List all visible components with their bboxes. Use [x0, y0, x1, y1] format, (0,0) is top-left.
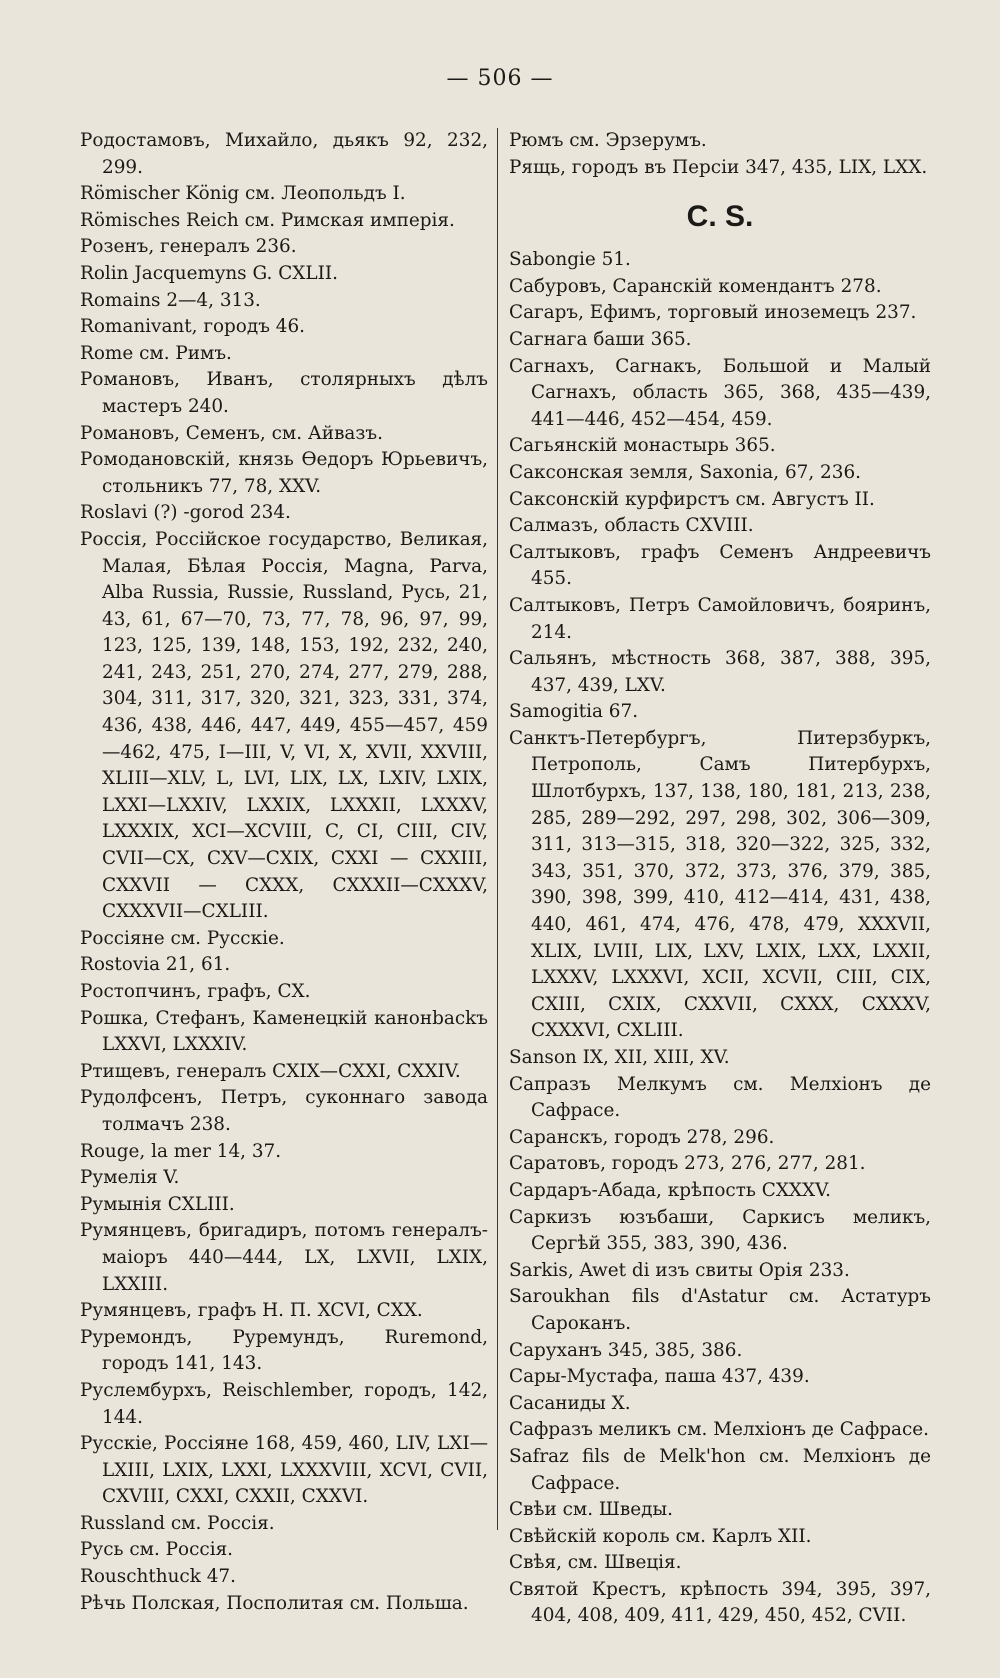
- index-entry: Сардаръ-Абада, крѣпость CXXXV.: [509, 1179, 832, 1201]
- index-entry: Sanson IX, XII, XIII, XV.: [509, 1047, 730, 1068]
- index-entry: Святой Крестъ, крѣпость 394, 395, 397, 404, 408, 409, 411, 429, 450, 452, CVII.: [509, 1578, 931, 1627]
- index-entry: Салтыковъ, графъ Семенъ Андреевичъ 455.: [509, 541, 931, 590]
- index-entry: Рюмъ см. Эрзерумъ.: [509, 130, 707, 151]
- index-entry: Romains 2—4, 313.: [80, 289, 261, 311]
- index-entry: Saroukhan fils d'Astatur см. Астатуръ Сароканъ.: [509, 1286, 931, 1334]
- index-entry: Россія, Россійское государство, Великая, Малая, Бѣлая Россія, Magna, Parva, Alba Russia, Russie, Russland, Русь, 21, 43, 61, 67—70, 73, 77, 78, 96, 97, 99, 123, 125, 139, 148, 153, 192, 232, 240, 241, 243, 251, 270, 274, 277, 279, 288, 304, 311, 317, 320, 321, 323, 331, 374, 436, 438, 446, 447, 449, 455—457, 459—462, 475, I—III, V, VI, X, XVII, XXVIII, XLIII—XLV, L, LVI, LIX, LX, LXIV, LXIX, LXXI—LXXIV, LXXIX, LXXXII, LXXXV, LXXXIX, XCI—XCVIII, C, CI, CIII, CIV, CVII—CX, CXV—CXIX, CXXI — CXXIII, CXXVII — CXXX, CXXXII—CXXXV, CXXXVII—CXLIII.: [80, 528, 488, 923]
- page-number: — 506 —: [446, 66, 554, 91]
- index-entry: Салмазъ, область CXVIII.: [509, 515, 754, 537]
- index-entry: Саркизъ юзъбаши, Саркисъ меликъ, Сергѣй 355, 383, 390, 436.: [509, 1206, 931, 1255]
- right-column-bottom: [509, 247, 931, 1630]
- index-entry: Санктъ-Петербургъ, Питерзбуркъ, Петрополь, Самъ Питербурхъ, Шлотбурхъ, 137, 138, 180, 181, 213, 238, 285, 289—292, 297, 298, 302, 306—309, 311, 313—315, 318, 320—322, 325, 332, 343, 351, 370, 372, 373, 376, 379, 385, 390, 398, 399, 410, 412—414, 431, 438, 440, 461, 474, 476, 478, 479, XXXVII, XLIX, LVIII, LIX, LXV, LXIX, LXX, LXXII, LXXXV, LXXXVI, XCII, XCVII, CIII, CIX, CXIII, CXIX, CXXVII, CXXX, CXXXV, CXXXVI, CXLIII.: [509, 727, 931, 1042]
- right-column-top: [509, 128, 931, 181]
- index-entry: Сагнага баши 365.: [509, 328, 692, 350]
- index-entry: Свѣи см. Шведы.: [509, 1499, 673, 1521]
- index-entry: Розенъ, генералъ 236.: [80, 236, 297, 258]
- index-entry: Румянцевъ, графъ Н. П. XCVI, CXX.: [80, 1300, 423, 1322]
- right-column: [509, 128, 931, 1630]
- index-entry: Романовъ, Иванъ, столярныхъ дѣлъ мастеръ 240.: [80, 369, 488, 417]
- index-entry: Sabongie 51.: [509, 249, 631, 271]
- index-entry: Романовъ, Семенъ, см. Айвазъ.: [80, 422, 383, 444]
- index-entry: Свѣйскій король см. Карлъ XII.: [509, 1525, 812, 1547]
- index-entry: Руслембурхъ, Reischlember, городъ, 142, 144.: [80, 1379, 488, 1428]
- index-entry: Сары-Мустафа, паша 437, 439.: [509, 1366, 810, 1388]
- index-entry: Rolin Jacquemyns G. CXLII.: [80, 262, 338, 284]
- index-entry: Ртищевъ, генералъ CXIX—CXXI, CXXIV.: [80, 1060, 461, 1082]
- index-entry: Сасаниды X.: [509, 1392, 631, 1414]
- index-entry: Румынія CXLIII.: [80, 1193, 235, 1215]
- index-entry: Рошка, Стефанъ, Каменецкій канонbackъ LXXVI, LXXXIV.: [80, 1007, 488, 1056]
- index-entry: Свѣя, см. Швеція.: [509, 1552, 682, 1574]
- index-entry: Рѣчь Полская, Посполитая см. Польша.: [80, 1592, 469, 1614]
- index-entry: Салтыковъ, Петръ Самойловичъ, бояринъ, 214.: [509, 594, 931, 643]
- index-entry: Румелія V.: [80, 1167, 180, 1189]
- index-entry: Rouge, la mer 14, 37.: [80, 1140, 282, 1162]
- index-entry: Саксонская земля, Saxonia, 67, 236.: [509, 461, 861, 483]
- index-entry: Русь см. Россія.: [80, 1539, 234, 1561]
- index-entry: Саранскъ, городъ 278, 296.: [509, 1126, 775, 1148]
- index-entry: Саратовъ, городъ 273, 276, 277, 281.: [509, 1153, 866, 1175]
- index-entry: Samogitia 67.: [509, 701, 639, 723]
- index-entry: Саруханъ 345, 385, 386.: [509, 1339, 743, 1361]
- index-entry: Ромодановскій, князь Өедоръ Юрьевичъ, стольникъ 77, 78, XXV.: [80, 449, 488, 497]
- index-entry: Русскіе, Россіяне 168, 459, 460, LIV, LXI—LXIII, LXIX, LXXI, LXXXVIII, XCVI, CVII, CXVIII, CXXI, CXXII, CXXVI.: [80, 1433, 488, 1508]
- index-entry: Russland см. Россія.: [80, 1512, 275, 1534]
- index-entry: Römisches Reich см. Римская имперія.: [80, 209, 455, 231]
- index-entry: Румянцевъ, бригадиръ, потомъ генералъ-маіоръ 440—444, LX, LXVII, LXIX, LXXIII.: [80, 1220, 488, 1295]
- index-entry: Sarkis, Awet di изъ свиты Орія 233.: [509, 1259, 850, 1281]
- index-entry: Рящь, городъ въ Персіи 347, 435, LIX, LXX.: [509, 156, 928, 178]
- index-entry: Römischer König см. Леопольдъ I.: [80, 183, 406, 205]
- index-entry: Родостамовъ, Михайло, дьякъ 92, 232, 299.: [80, 130, 488, 178]
- index-entry: Rouschthuck 47.: [80, 1566, 236, 1588]
- column-divider: [497, 128, 498, 1530]
- index-entry: Romanivant, городъ 46.: [80, 316, 305, 338]
- index-entry: Rome см. Римъ.: [80, 342, 232, 364]
- index-entry: Roslavi (?) -gorod 234.: [80, 502, 291, 524]
- index-entry: Safraz fils de Melk'hon см. Мелхіонъ де Сафрасе.: [509, 1445, 931, 1494]
- index-entry: Саксонскій курфирстъ см. Августъ II.: [509, 488, 875, 510]
- index-entry: Сальянъ, мѣстность 368, 387, 388, 395, 437, 439, LXV.: [509, 648, 931, 696]
- index-entry: Россіяне см. Русскіе.: [80, 927, 285, 949]
- index-entry: Сагаръ, Ефимъ, торговый иноземецъ 237.: [509, 302, 917, 324]
- left-column: [80, 128, 488, 1617]
- index-entry: Сапразъ Мелкумъ см. Мелхіонъ де Сафрасе.: [509, 1073, 931, 1122]
- index-entry: Сабуровъ, Саранскій комендантъ 278.: [509, 275, 882, 297]
- index-entry: Руремондъ, Руремундъ, Ruremond, городъ 141, 143.: [80, 1326, 488, 1375]
- index-entry: Ростопчинъ, графъ, CX.: [80, 981, 311, 1002]
- index-entry: Rostovia 21, 61.: [80, 954, 231, 976]
- index-entry: Сафразъ меликъ см. Мелхіонъ де Сафрасе.: [509, 1419, 929, 1441]
- index-entry: Рудолфсенъ, Петръ, суконнаго завода толмачъ 238.: [80, 1087, 488, 1135]
- index-entry: Сагьянскій монастырь 365.: [509, 435, 776, 457]
- index-entry: Сагнахъ, Сагнакъ, Большой и Малый Сагнахъ, область 365, 368, 435—439, 441—446, 452—454, 459.: [509, 355, 931, 430]
- section-heading: С. S.: [686, 200, 754, 234]
